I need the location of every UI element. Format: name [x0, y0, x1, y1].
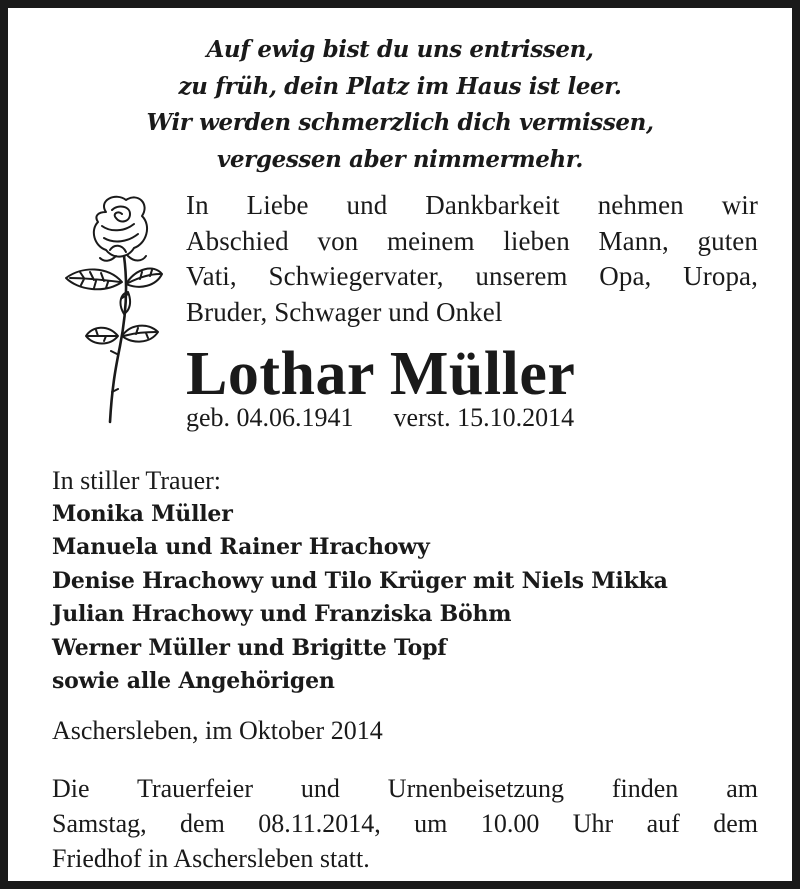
rose-icon: [54, 186, 166, 426]
mourners-heading: In stiller Trauer:: [52, 466, 221, 495]
mourner-name: Monika Müller: [52, 500, 233, 527]
poem-line: zu früh, dein Platz im Haus ist leer.: [178, 72, 622, 100]
intro-line: Bruder, Schwager und Onkel: [186, 296, 503, 327]
intro-line: In Liebe und Dankbarkeit nehmen wir: [186, 190, 758, 220]
mourner-name: Werner Müller und Brigitte Topf: [52, 634, 447, 661]
life-dates: [186, 402, 574, 434]
poem-line: Auf ewig bist du uns entrissen,: [206, 36, 594, 63]
mourner-name: Julian Hrachowy und Franziska Böhm: [52, 601, 512, 627]
intro-line: Vati, Schwiegervater, unserem Opa, Uropa,: [186, 261, 758, 291]
mourner-name: Manuela und Rainer Hrachowy: [52, 534, 430, 560]
poem-line: vergessen aber nimmermehr.: [216, 145, 584, 173]
memorial-poem: [8, 32, 792, 178]
intro-line: Abschied von meinem lieben Mann, guten: [186, 225, 758, 256]
mourners-list: [52, 464, 668, 699]
funeral-line: Samstag, dem 08.11.2014, um 10.00 Uhr auf dem: [52, 809, 758, 838]
intro-text: [186, 188, 758, 330]
death-date: verst. 15.10.2014: [393, 403, 575, 432]
funeral-info: [52, 771, 758, 876]
mourner-name: sowie alle Angehörigen: [52, 668, 335, 694]
birth-date: geb. 04.06.1941: [186, 403, 354, 432]
deceased-name: Lothar Müller: [186, 340, 576, 408]
funeral-line: Die Trauerfeier und Urnenbeisetzung finden am: [52, 774, 758, 803]
poem-line: Wir werden schmerzlich dich vermissen,: [146, 109, 654, 136]
funeral-line: Friedhof in Aschersleben statt.: [52, 844, 370, 873]
mourner-name: Denise Hrachowy und Tilo Krüger mit Niels Mikka: [52, 567, 668, 594]
place-date: Aschersleben, im Oktober 2014: [52, 716, 383, 745]
